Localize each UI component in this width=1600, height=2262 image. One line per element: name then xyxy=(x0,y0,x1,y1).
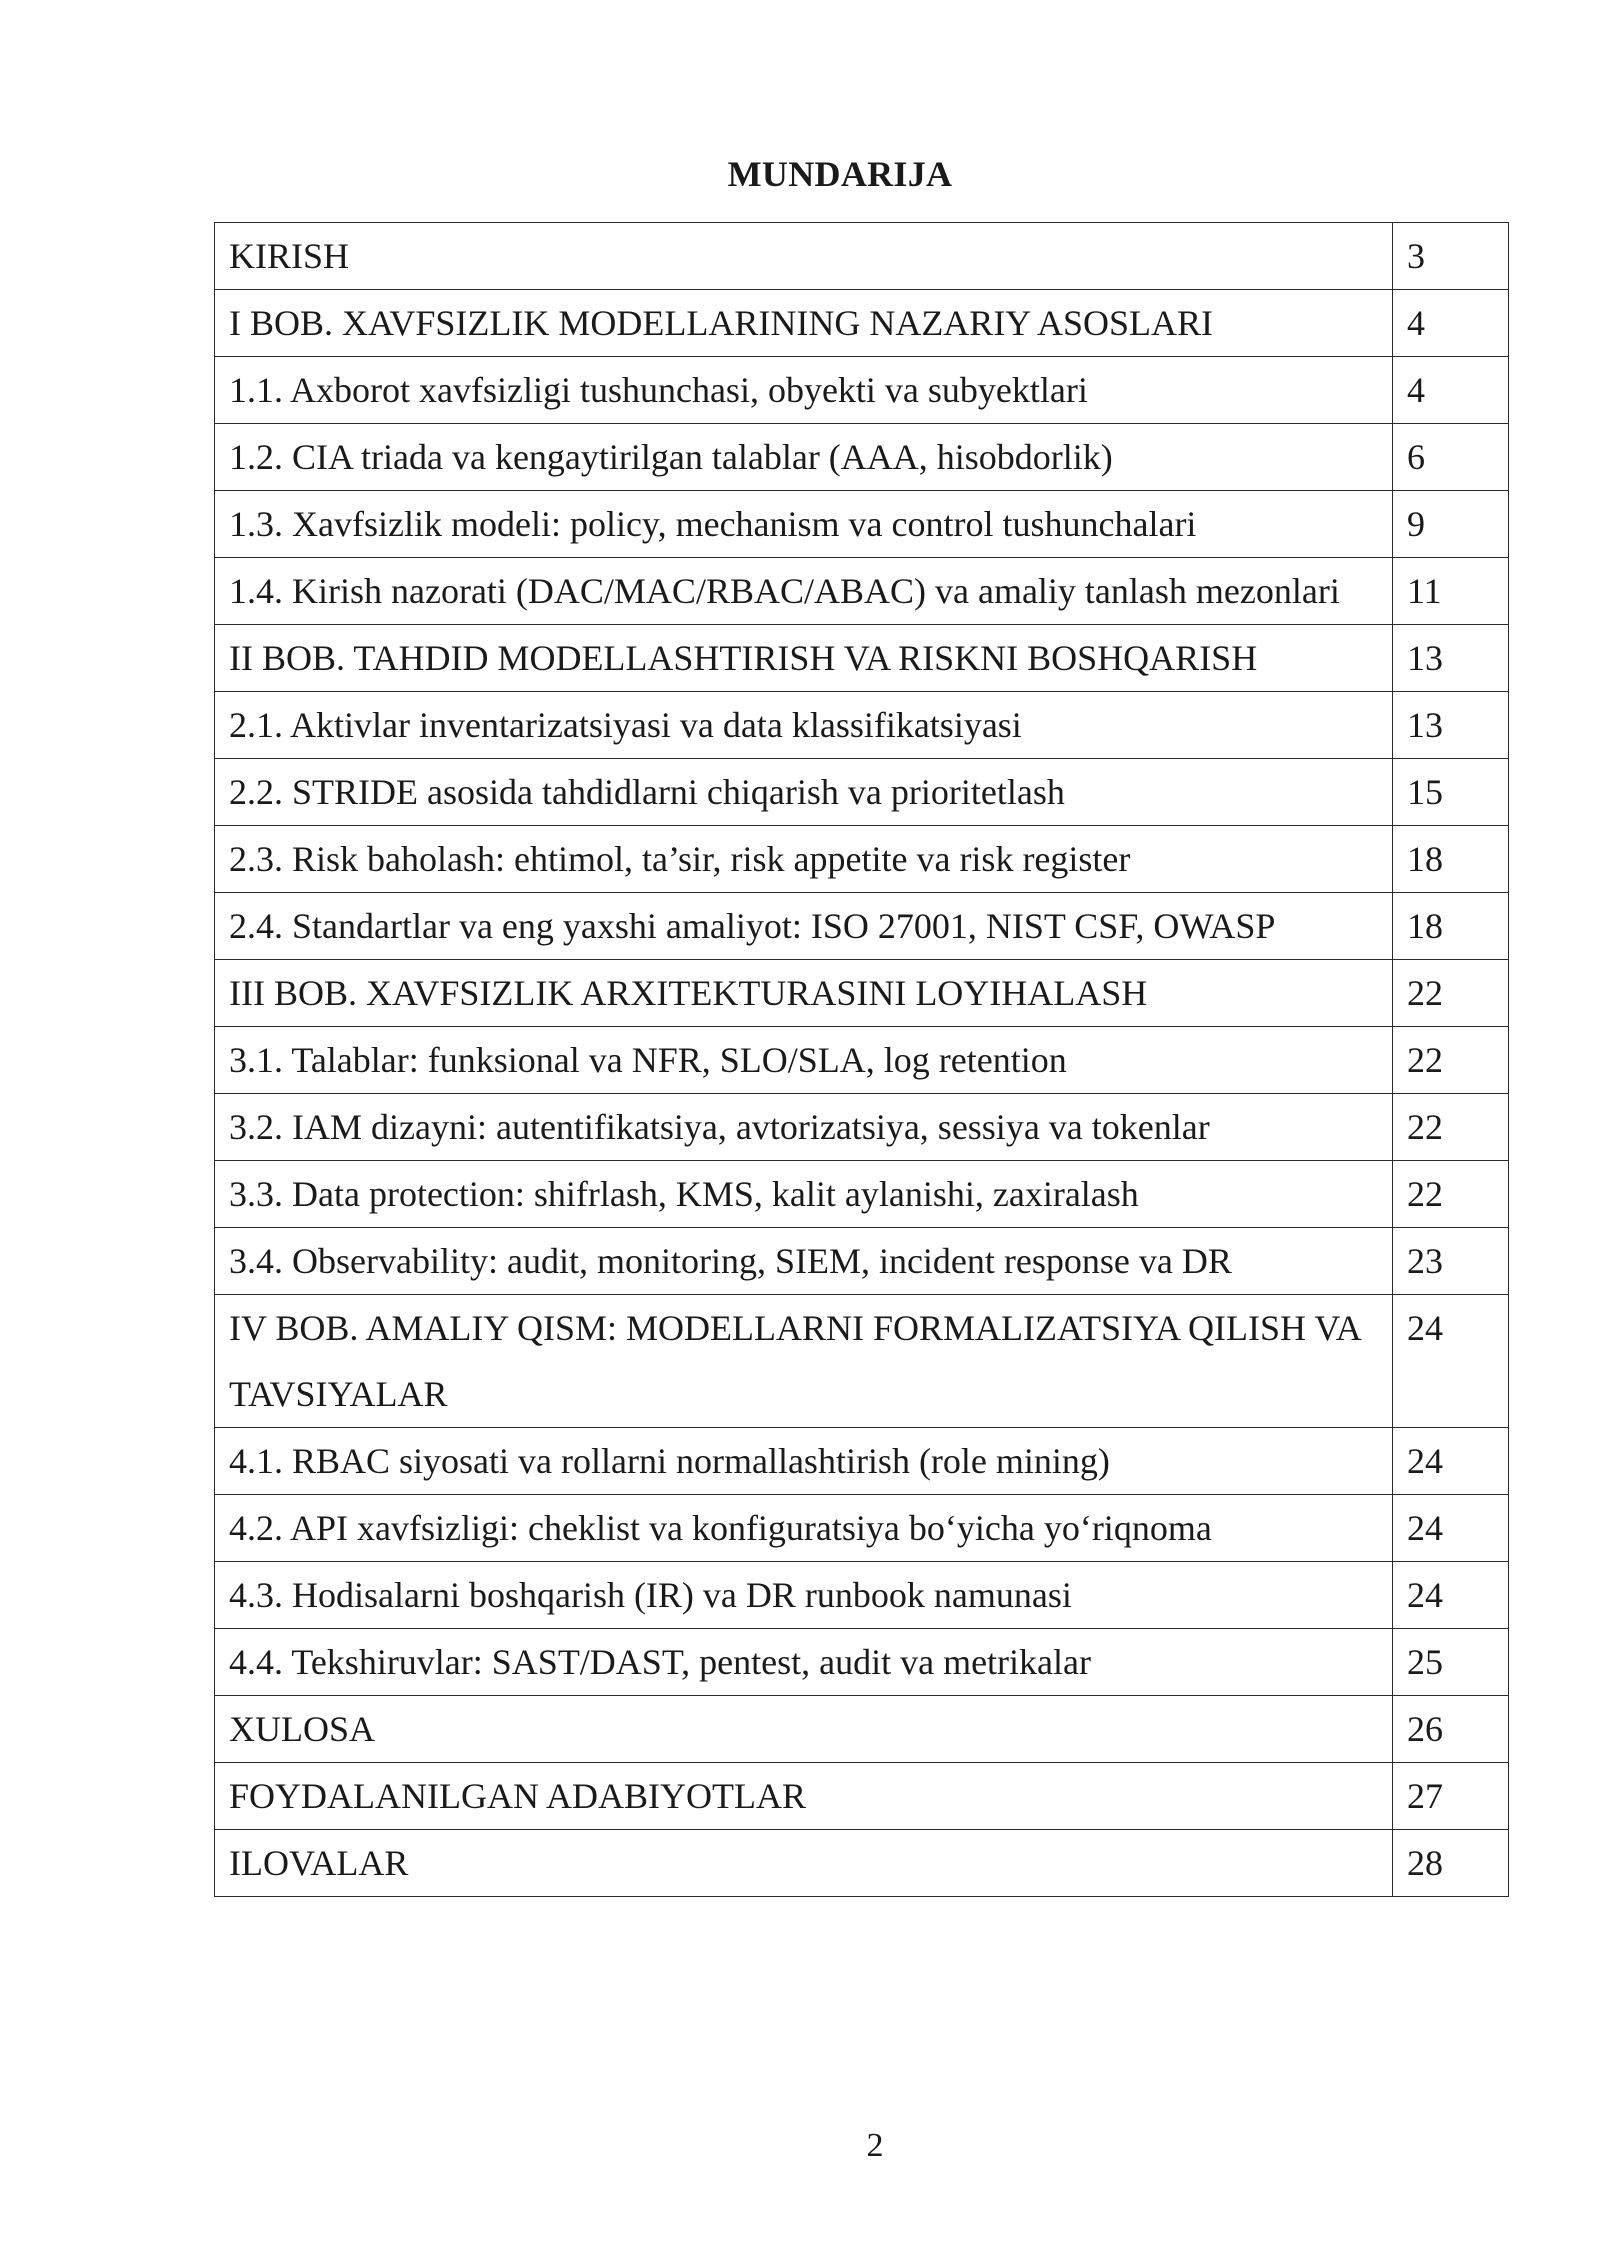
toc-entry-title: 3.1. Talablar: funksional va NFR, SLO/SLA, log retention xyxy=(215,1027,1393,1094)
toc-body xyxy=(215,223,1509,1897)
toc-entry-title: 1.1. Axborot xavfsizligi tushunchasi, obyekti va subyektlari xyxy=(215,357,1393,424)
toc-entry-title: KIRISH xyxy=(215,223,1393,290)
toc-entry-page: 9 xyxy=(1393,491,1509,558)
toc-entry-page: 25 xyxy=(1393,1629,1509,1696)
toc-row xyxy=(215,1094,1509,1161)
toc-entry-title: 3.3. Data protection: shifrlash, KMS, kalit aylanishi, zaxiralash xyxy=(215,1161,1393,1228)
toc-entry-title: II BOB. TAHDID MODELLASHTIRISH VA RISKNI BOSHQARISH xyxy=(215,625,1393,692)
toc-row xyxy=(215,1027,1509,1094)
toc-entry-page: 26 xyxy=(1393,1696,1509,1763)
toc-entry-page: 24 xyxy=(1393,1562,1509,1629)
toc-row xyxy=(215,826,1509,893)
toc-row xyxy=(215,692,1509,759)
toc-entry-title: 2.4. Standartlar va eng yaxshi amaliyot: ISO 27001, NIST CSF, OWASP xyxy=(215,893,1393,960)
toc-row xyxy=(215,357,1509,424)
toc-entry-page: 4 xyxy=(1393,357,1509,424)
toc-entry-page: 22 xyxy=(1393,960,1509,1027)
toc-entry-page: 13 xyxy=(1393,692,1509,759)
toc-entry-title: 1.2. CIA triada va kengaytirilgan talablar (AAA, hisobdorlik) xyxy=(215,424,1393,491)
toc-entry-title: 4.2. API xavfsizligi: cheklist va konfiguratsiya bo‘yicha yo‘riqnoma xyxy=(215,1495,1393,1562)
toc-entry-page: 18 xyxy=(1393,826,1509,893)
toc-entry-page: 11 xyxy=(1393,558,1509,625)
toc-row xyxy=(215,290,1509,357)
toc-row xyxy=(215,1696,1509,1763)
toc-entry-title: I BOB. XAVFSIZLIK MODELLARINING NAZARIY ASOSLARI xyxy=(215,290,1393,357)
toc-row xyxy=(215,1161,1509,1228)
toc-row xyxy=(215,960,1509,1027)
toc-entry-page: 23 xyxy=(1393,1228,1509,1295)
toc-entry-page: 22 xyxy=(1393,1027,1509,1094)
toc-row xyxy=(215,491,1509,558)
toc-entry-page: 22 xyxy=(1393,1161,1509,1228)
toc-entry-title: 3.2. IAM dizayni: autentifikatsiya, avtorizatsiya, sessiya va tokenlar xyxy=(215,1094,1393,1161)
toc-row xyxy=(215,759,1509,826)
toc-entry-title: 4.1. RBAC siyosati va rollarni normallashtirish (role mining) xyxy=(215,1428,1393,1495)
toc-row xyxy=(215,625,1509,692)
toc-row xyxy=(215,1428,1509,1495)
toc-row xyxy=(215,1562,1509,1629)
toc-row xyxy=(215,223,1509,290)
toc-entry-page: 15 xyxy=(1393,759,1509,826)
toc-row xyxy=(215,1830,1509,1897)
toc-entry-title: XULOSA xyxy=(215,1696,1393,1763)
toc-entry-page: 13 xyxy=(1393,625,1509,692)
toc-row xyxy=(215,424,1509,491)
toc-entry-page: 3 xyxy=(1393,223,1509,290)
toc-entry-page: 22 xyxy=(1393,1094,1509,1161)
toc-row xyxy=(215,1763,1509,1830)
toc-entry-title: 2.3. Risk baholash: ehtimol, ta’sir, risk appetite va risk register xyxy=(215,826,1393,893)
toc-entry-title: 4.4. Tekshiruvlar: SAST/DAST, pentest, audit va metrikalar xyxy=(215,1629,1393,1696)
toc-entry-title: 1.3. Xavfsizlik modeli: policy, mechanism va control tushunchalari xyxy=(215,491,1393,558)
toc-entry-page: 4 xyxy=(1393,290,1509,357)
toc-entry-title: 4.3. Hodisalarni boshqarish (IR) va DR runbook namunasi xyxy=(215,1562,1393,1629)
toc-entry-page: 24 xyxy=(1393,1295,1509,1428)
toc-entry-title: III BOB. XAVFSIZLIK ARXITEKTURASINI LOYIHALASH xyxy=(215,960,1393,1027)
toc-entry-page: 28 xyxy=(1393,1830,1509,1897)
toc-entry-title: FOYDALANILGAN ADABIYOTLAR xyxy=(215,1763,1393,1830)
toc-row xyxy=(215,1629,1509,1696)
toc-entry-page: 6 xyxy=(1393,424,1509,491)
table-of-contents xyxy=(214,222,1509,1897)
toc-row xyxy=(215,1495,1509,1562)
toc-row xyxy=(215,558,1509,625)
toc-entry-page: 18 xyxy=(1393,893,1509,960)
toc-entry-title: 1.4. Kirish nazorati (DAC/MAC/RBAC/ABAC) va amaliy tanlash mezonlari xyxy=(215,558,1393,625)
page-number: 2 xyxy=(866,2127,884,2164)
document-title: MUNDARIJA xyxy=(727,154,953,194)
toc-entry-title: ILOVALAR xyxy=(215,1830,1393,1897)
toc-entry-title: 3.4. Observability: audit, monitoring, SIEM, incident response va DR xyxy=(215,1228,1393,1295)
toc-row xyxy=(215,893,1509,960)
toc-row xyxy=(215,1295,1509,1428)
toc-entry-title: 2.1. Aktivlar inventarizatsiyasi va data klassifikatsiyasi xyxy=(215,692,1393,759)
toc-row xyxy=(215,1228,1509,1295)
toc-entry-page: 24 xyxy=(1393,1428,1509,1495)
toc-entry-title: IV BOB. AMALIY QISM: MODELLARNI FORMALIZATSIYA QILISH VA TAVSIYALAR xyxy=(215,1295,1393,1428)
toc-entry-title: 2.2. STRIDE asosida tahdidlarni chiqarish va prioritetlash xyxy=(215,759,1393,826)
toc-entry-page: 24 xyxy=(1393,1495,1509,1562)
toc-entry-page: 27 xyxy=(1393,1763,1509,1830)
